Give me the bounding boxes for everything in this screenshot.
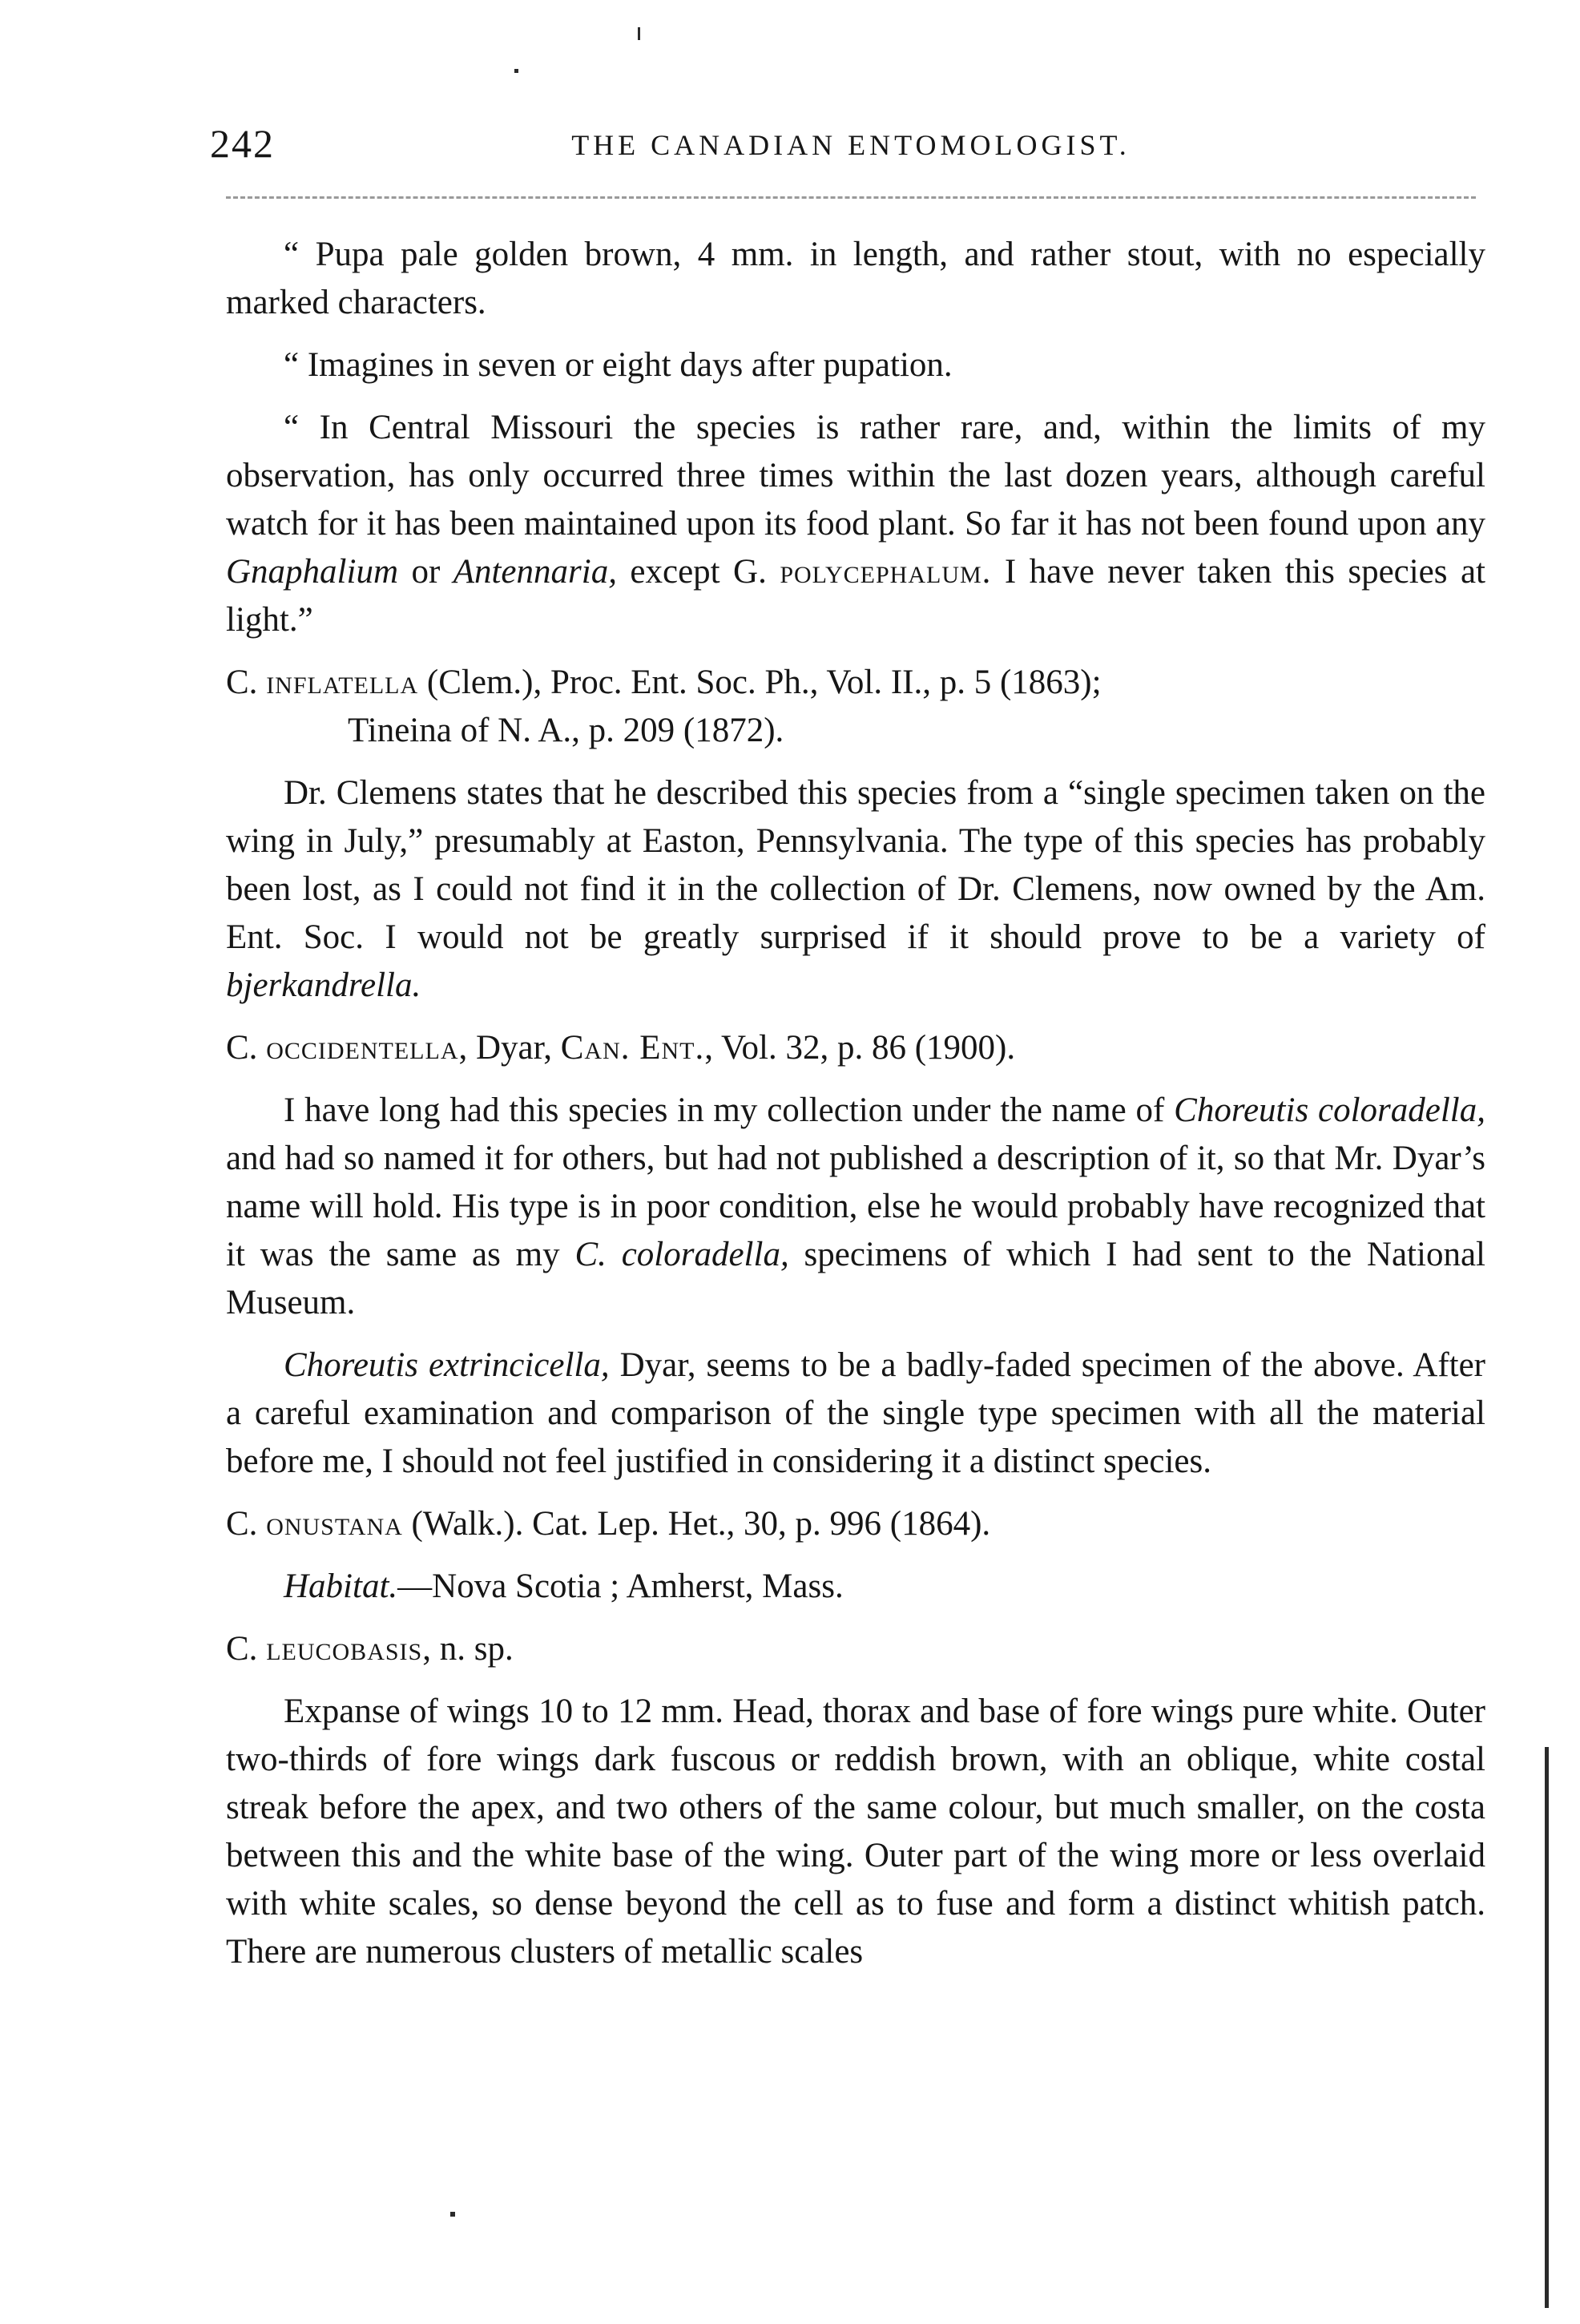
journal-name: Can. Ent. [560,1029,705,1067]
species-name: C. coloradella, [574,1236,789,1273]
species-name: polycephalum. [780,553,992,591]
paragraph-central-missouri: “ In Central Missouri the species is rather rare, and, within the limits of my observation, has only occurred three times within the last dozen years, although careful watch for it has been maintained upon its food plant. So far it has not been found upon any Gnaphalium or Antennaria, except G. polycephalum. I have never taken this species at light.” [226,409,1485,639]
paragraph-extrincicella: Choreutis extrincicella, Dyar, seems to be a badly-faded specimen of the above. After a careful examination and comparison of the single type specimen with all the material before me, I should not feel justified in considering it a distinct species. [226,1346,1485,1480]
scan-speck-top [638,27,640,40]
header-rule [226,196,1476,199]
entry-inflatella-ref: Tineina of N. A., p. 209 (1872). [348,712,784,749]
scan-speck-top-2 [514,69,518,73]
running-title: THE CANADIAN ENTOMOLOGIST. [571,129,1131,161]
habitat-label: Habitat. [284,1567,398,1605]
page-number: 242 [210,121,275,166]
species-name: occidentella [266,1029,459,1067]
species-name: onustana [266,1505,403,1543]
page-header [210,120,1492,176]
species-name: inflatella [266,664,419,701]
entry-leucobasis: C. leucobasis, n. sp. [226,1630,514,1668]
species-name: Choreutis extrincicella, [284,1346,610,1384]
paragraph-pupa: “ Pupa pale golden brown, 4 mm. in length, and rather stout, with no especially marked characters. [226,236,1485,321]
paragraph-long-had: I have long had this species in my collection under the name of Choreutis coloradella, and had so named it for others, but had not published a description of it, so that Mr. Dyar’s name will hold. His type is in poor condition, else he would probably have recognized that it was the same as my C. coloradella, specimens of which I had sent to the National Museum. [226,1091,1485,1321]
scan-edge-line [1545,1747,1549,2308]
paragraph-habitat: Habitat.—Nova Scotia ; Amherst, Mass. [284,1567,844,1605]
body-text [226,231,1485,1991]
entry-onustana: C. onustana (Walk.). Cat. Lep. Het., 30, p. 996 (1864). [226,1505,991,1543]
species-name: leucobasis [266,1630,423,1668]
entry-occidentella: C. occidentella, Dyar, Can. Ent., Vol. 32, p. 86 (1900). [226,1029,1016,1067]
species-name: Choreutis coloradella, [1174,1091,1485,1129]
paragraph-expanse: Expanse of wings 10 to 12 mm. Head, thorax and base of fore wings pure white. Outer two-thirds of fore wings dark fuscous or reddish brown, with an oblique, white costal streak before the apex, and two others of the same colour, but much smaller, on the costa between this and the white base of the wing. Outer part of the wing more or less overlaid with white scales, so dense beyond the cell as to fuse and form a distinct whitish patch. There are numerous clusters of metallic scales [226,1693,1485,1971]
paragraph-imagines: “ Imagines in seven or eight days after pupation. [284,346,953,384]
genus-name: Antennaria, [453,553,617,591]
scan-speck-bottom [450,2212,455,2217]
species-name: bjerkandrella. [226,966,421,1004]
entry-inflatella: C. inflatella (Clem.), Proc. Ent. Soc. Ph., Vol. II., p. 5 (1863); [226,664,1102,701]
genus-name: Gnaphalium [226,553,398,591]
paragraph-clemens: Dr. Clemens states that he described this species from a “single specimen taken on the wing in July,” presumably at Easton, Pennsylvania. The type of this species has probably been lost, as I could not find it in the collection of Dr. Clemens, now owned by the Am. Ent. Soc. I would not be greatly surprised if it should prove to be a variety of bjerkandrella. [226,774,1485,1004]
